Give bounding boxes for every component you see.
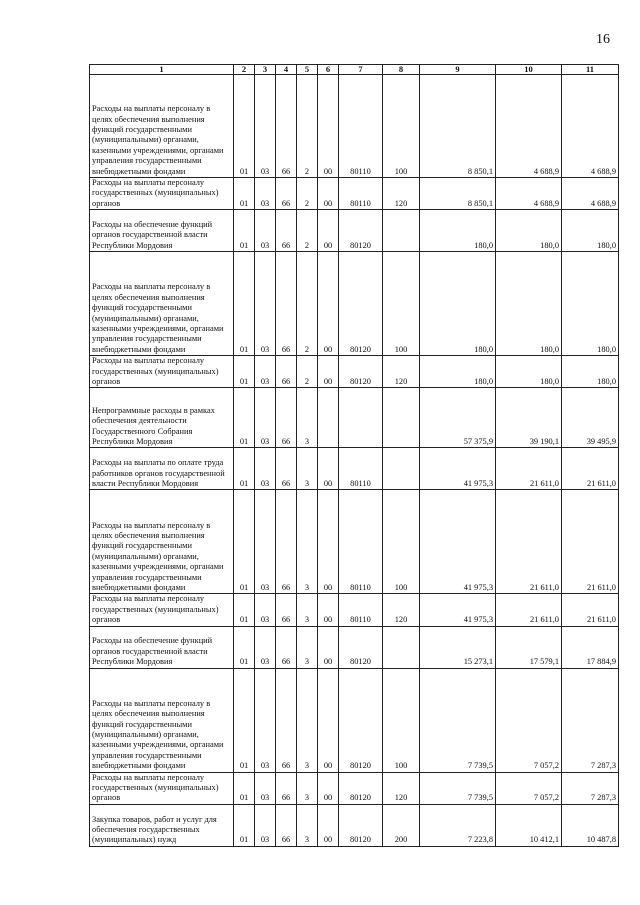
cell-c9: 15 273,1 bbox=[420, 626, 496, 668]
cell-c5: 3 bbox=[297, 668, 318, 772]
header-cell: 11 bbox=[562, 65, 619, 75]
cell-c10: 7 057,2 bbox=[496, 772, 562, 804]
table-row bbox=[90, 210, 619, 252]
cell-c5: 3 bbox=[297, 626, 318, 668]
cell-c6 bbox=[318, 388, 339, 448]
cell-c11: 21 611,0 bbox=[562, 448, 619, 490]
cell-c2: 01 bbox=[234, 388, 255, 448]
expense-name: Расходы на выплаты персоналу государственных (муниципальных) органов bbox=[92, 178, 219, 208]
cell-c2: 01 bbox=[234, 594, 255, 626]
cell-c8 bbox=[383, 448, 420, 490]
cell-c5: 3 bbox=[297, 594, 318, 626]
cell-c9: 7 739,5 bbox=[420, 668, 496, 772]
cell-c6: 00 bbox=[318, 626, 339, 668]
header-cell: 7 bbox=[339, 65, 383, 75]
expense-name-cell bbox=[90, 490, 234, 594]
cell-c10: 180,0 bbox=[496, 210, 562, 252]
cell-c11: 17 884,9 bbox=[562, 626, 619, 668]
expense-name: Расходы на выплаты персоналу в целях обеспечения выполнения функций государственными (муниципальными) органами, казенными учреждениями, органами управления государственными внебюджетными фондами bbox=[92, 520, 224, 593]
table-row bbox=[90, 804, 619, 846]
cell-c10: 21 611,0 bbox=[496, 448, 562, 490]
budget-table bbox=[89, 64, 619, 847]
header-cell: 9 bbox=[420, 65, 496, 75]
cell-c8: 120 bbox=[383, 772, 420, 804]
cell-c9: 180,0 bbox=[420, 356, 496, 388]
table-row bbox=[90, 252, 619, 356]
table-row bbox=[90, 388, 619, 448]
header-cell: 3 bbox=[255, 65, 276, 75]
cell-c3: 03 bbox=[255, 252, 276, 356]
expense-name-cell bbox=[90, 804, 234, 846]
cell-c9: 7 739,5 bbox=[420, 772, 496, 804]
cell-c10: 180,0 bbox=[496, 356, 562, 388]
cell-c11: 180,0 bbox=[562, 252, 619, 356]
cell-c3: 03 bbox=[255, 75, 276, 178]
expense-name: Расходы на выплаты по оплате труда работников органов государственной власти Республики Мордовия bbox=[92, 458, 225, 489]
cell-c5: 2 bbox=[297, 252, 318, 356]
table-row bbox=[90, 772, 619, 804]
cell-c9: 7 223,8 bbox=[420, 804, 496, 846]
cell-c6: 00 bbox=[318, 772, 339, 804]
expense-name-cell bbox=[90, 668, 234, 772]
cell-c9: 180,0 bbox=[420, 210, 496, 252]
cell-c7: 80110 bbox=[339, 178, 383, 210]
cell-c2: 01 bbox=[234, 178, 255, 210]
cell-c4: 66 bbox=[276, 75, 297, 178]
expense-name-cell bbox=[90, 772, 234, 804]
cell-c8: 120 bbox=[383, 178, 420, 210]
cell-c8: 200 bbox=[383, 804, 420, 846]
expense-name: Закупка товаров, работ и услуг для обеспечения государственных (муниципальных) нужд bbox=[92, 814, 217, 845]
header-cell: 2 bbox=[234, 65, 255, 75]
cell-c5: 2 bbox=[297, 178, 318, 210]
header-cell: 10 bbox=[496, 65, 562, 75]
expense-name: Расходы на выплаты персоналу в целях обеспечения выполнения функций государственными (муниципальными) органами, казенными учреждениями, органами управления государственными внебюджетными фондами bbox=[92, 282, 224, 354]
cell-c3: 03 bbox=[255, 448, 276, 490]
cell-c7: 80120 bbox=[339, 804, 383, 846]
cell-c2: 01 bbox=[234, 772, 255, 804]
expense-name: Расходы на обеспечение функций органов государственной власти Республики Мордовия bbox=[92, 636, 213, 667]
cell-c4: 66 bbox=[276, 772, 297, 804]
cell-c3: 03 bbox=[255, 490, 276, 594]
cell-c2: 01 bbox=[234, 252, 255, 356]
cell-c4: 66 bbox=[276, 448, 297, 490]
table-row bbox=[90, 75, 619, 178]
cell-c4: 66 bbox=[276, 388, 297, 448]
cell-c6: 00 bbox=[318, 210, 339, 252]
cell-c5: 3 bbox=[297, 388, 318, 448]
cell-c10: 21 611,0 bbox=[496, 490, 562, 594]
cell-c3: 03 bbox=[255, 626, 276, 668]
cell-c4: 66 bbox=[276, 490, 297, 594]
cell-c6: 00 bbox=[318, 490, 339, 594]
table-row bbox=[90, 668, 619, 772]
cell-c5: 2 bbox=[297, 210, 318, 252]
cell-c7: 80120 bbox=[339, 772, 383, 804]
cell-c2: 01 bbox=[234, 490, 255, 594]
cell-c2: 01 bbox=[234, 626, 255, 668]
expense-name-cell bbox=[90, 626, 234, 668]
cell-c5: 3 bbox=[297, 772, 318, 804]
cell-c7: 80110 bbox=[339, 448, 383, 490]
expense-name-cell bbox=[90, 178, 234, 210]
cell-c11: 180,0 bbox=[562, 356, 619, 388]
table-row bbox=[90, 626, 619, 668]
cell-c9: 57 375,9 bbox=[420, 388, 496, 448]
expense-name: Расходы на выплаты персоналу в целях обеспечения выполнения функций государственными (муниципальными) органами, казенными учреждениями, органами управления государственными внебюджетными фондами bbox=[92, 104, 224, 176]
cell-c10: 180,0 bbox=[496, 252, 562, 356]
cell-c9: 41 975,3 bbox=[420, 448, 496, 490]
expense-name: Расходы на выплаты персоналу государственных (муниципальных) органов bbox=[92, 356, 219, 387]
expense-name-cell bbox=[90, 448, 234, 490]
cell-c8 bbox=[383, 210, 420, 252]
cell-c11: 21 611,0 bbox=[562, 490, 619, 594]
cell-c8 bbox=[383, 388, 420, 448]
cell-c7: 80110 bbox=[339, 490, 383, 594]
cell-c5: 3 bbox=[297, 804, 318, 846]
cell-c9: 8 850,1 bbox=[420, 178, 496, 210]
cell-c6: 00 bbox=[318, 252, 339, 356]
cell-c10: 39 190,1 bbox=[496, 388, 562, 448]
header-cell: 4 bbox=[276, 65, 297, 75]
cell-c6: 00 bbox=[318, 448, 339, 490]
cell-c8: 100 bbox=[383, 668, 420, 772]
table-row bbox=[90, 356, 619, 388]
cell-c9: 8 850,1 bbox=[420, 75, 496, 178]
cell-c3: 03 bbox=[255, 804, 276, 846]
table-row bbox=[90, 594, 619, 626]
cell-c5: 3 bbox=[297, 448, 318, 490]
cell-c3: 03 bbox=[255, 356, 276, 388]
header-cell: 1 bbox=[90, 65, 234, 75]
cell-c11: 7 287,3 bbox=[562, 772, 619, 804]
cell-c7: 80120 bbox=[339, 626, 383, 668]
cell-c4: 66 bbox=[276, 594, 297, 626]
cell-c11: 21 611,0 bbox=[562, 594, 619, 626]
cell-c6: 00 bbox=[318, 356, 339, 388]
cell-c8 bbox=[383, 626, 420, 668]
cell-c8: 100 bbox=[383, 75, 420, 178]
cell-c6: 00 bbox=[318, 804, 339, 846]
cell-c2: 01 bbox=[234, 75, 255, 178]
cell-c4: 66 bbox=[276, 178, 297, 210]
expense-name-cell bbox=[90, 594, 234, 626]
cell-c5: 2 bbox=[297, 75, 318, 178]
cell-c3: 03 bbox=[255, 772, 276, 804]
header-cell: 5 bbox=[297, 65, 318, 75]
expense-name-cell bbox=[90, 252, 234, 356]
cell-c8: 100 bbox=[383, 490, 420, 594]
cell-c9: 180,0 bbox=[420, 252, 496, 356]
cell-c2: 01 bbox=[234, 356, 255, 388]
page-number: 16 bbox=[596, 32, 610, 47]
cell-c10: 10 412,1 bbox=[496, 804, 562, 846]
expense-name: Расходы на выплаты персоналу государственных (муниципальных) органов bbox=[92, 594, 219, 625]
cell-c8: 120 bbox=[383, 594, 420, 626]
cell-c4: 66 bbox=[276, 252, 297, 356]
cell-c11: 4 688,9 bbox=[562, 75, 619, 178]
cell-c2: 01 bbox=[234, 804, 255, 846]
cell-c6: 00 bbox=[318, 178, 339, 210]
expense-name: Непрограммные расходы в рамках обеспечения деятельности Государственного Собрания Республики Мордовия bbox=[92, 405, 215, 447]
cell-c11: 10 487,8 bbox=[562, 804, 619, 846]
cell-c10: 4 688,9 bbox=[496, 75, 562, 178]
cell-c7: 80120 bbox=[339, 210, 383, 252]
expense-name-cell bbox=[90, 210, 234, 252]
cell-c3: 03 bbox=[255, 178, 276, 210]
expense-name-cell bbox=[90, 356, 234, 388]
cell-c8: 120 bbox=[383, 356, 420, 388]
expense-name-cell bbox=[90, 75, 234, 178]
cell-c7: 80120 bbox=[339, 668, 383, 772]
cell-c11: 7 287,3 bbox=[562, 668, 619, 772]
cell-c3: 03 bbox=[255, 594, 276, 626]
cell-c10: 4 688,9 bbox=[496, 178, 562, 210]
cell-c8: 100 bbox=[383, 252, 420, 356]
cell-c10: 21 611,0 bbox=[496, 594, 562, 626]
cell-c3: 03 bbox=[255, 388, 276, 448]
cell-c2: 01 bbox=[234, 210, 255, 252]
cell-c4: 66 bbox=[276, 626, 297, 668]
cell-c4: 66 bbox=[276, 210, 297, 252]
cell-c2: 01 bbox=[234, 448, 255, 490]
expense-name: Расходы на обеспечение функций органов государственной власти Республики Мордовия bbox=[92, 220, 213, 250]
cell-c7: 80110 bbox=[339, 75, 383, 178]
cell-c9: 41 975,3 bbox=[420, 490, 496, 594]
cell-c6: 00 bbox=[318, 668, 339, 772]
cell-c7: 80120 bbox=[339, 252, 383, 356]
cell-c4: 66 bbox=[276, 668, 297, 772]
cell-c6: 00 bbox=[318, 75, 339, 178]
cell-c10: 7 057,2 bbox=[496, 668, 562, 772]
expense-name: Расходы на выплаты персоналу государственных (муниципальных) органов bbox=[92, 772, 219, 803]
expense-name-cell bbox=[90, 388, 234, 448]
cell-c3: 03 bbox=[255, 668, 276, 772]
cell-c7: 80120 bbox=[339, 356, 383, 388]
cell-c9: 41 975,3 bbox=[420, 594, 496, 626]
table-row bbox=[90, 178, 619, 210]
table-row bbox=[90, 490, 619, 594]
cell-c10: 17 579,1 bbox=[496, 626, 562, 668]
cell-c6: 00 bbox=[318, 594, 339, 626]
cell-c11: 39 495,9 bbox=[562, 388, 619, 448]
cell-c4: 66 bbox=[276, 804, 297, 846]
cell-c11: 180,0 bbox=[562, 210, 619, 252]
cell-c5: 3 bbox=[297, 490, 318, 594]
cell-c7: 80110 bbox=[339, 594, 383, 626]
cell-c3: 03 bbox=[255, 210, 276, 252]
header-row bbox=[90, 65, 619, 75]
cell-c5: 2 bbox=[297, 356, 318, 388]
cell-c11: 4 688,9 bbox=[562, 178, 619, 210]
expense-name: Расходы на выплаты персоналу в целях обеспечения выполнения функций государственными (муниципальными) органами, казенными учреждениями, органами управления государственными внебюджетными фондами bbox=[92, 698, 224, 771]
header-cell: 6 bbox=[318, 65, 339, 75]
cell-c4: 66 bbox=[276, 356, 297, 388]
header-cell: 8 bbox=[383, 65, 420, 75]
cell-c2: 01 bbox=[234, 668, 255, 772]
cell-c7 bbox=[339, 388, 383, 448]
table-row bbox=[90, 448, 619, 490]
